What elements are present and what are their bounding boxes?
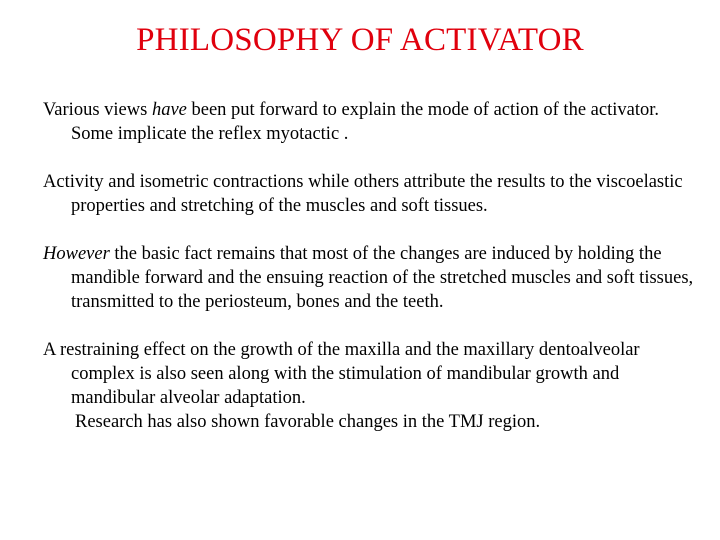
italic-word: However — [43, 244, 110, 264]
paragraph-isometric-contractions: Activity and isometric contractions while others attribute the results to the viscoelastic properties and stretching of the muscles and soft tissues. — [43, 172, 683, 216]
paragraph-rest-text: been put forward to explain the mode of action of the activator. Some implicate the reflex myotactic . — [71, 100, 659, 144]
paragraph-basic-fact — [43, 242, 703, 314]
paragraph-lead-text: Various views — [43, 100, 152, 120]
paragraph-mode-of-action — [43, 98, 703, 146]
italic-word: have — [151, 100, 187, 120]
slide-body — [43, 98, 703, 434]
paragraph-tmj-research: Research has also shown favorable changes in the TMJ region. — [75, 412, 541, 432]
paragraph-restraining-effect: A restraining effect on the growth of the maxilla and the maxillary dentoalveolar complex is also seen along with the stimulation of mandibular growth and mandibular alveolar adaptation. — [43, 340, 640, 408]
paragraph-rest-text: the basic fact remains that most of the changes are induced by holding the mandible forward and the ensuing reaction of the stretched muscles and soft tissues, transmitted to the periosteum, bones and the teeth. — [71, 244, 694, 312]
slide-title: PHILOSOPHY OF ACTIVATOR — [136, 22, 584, 58]
